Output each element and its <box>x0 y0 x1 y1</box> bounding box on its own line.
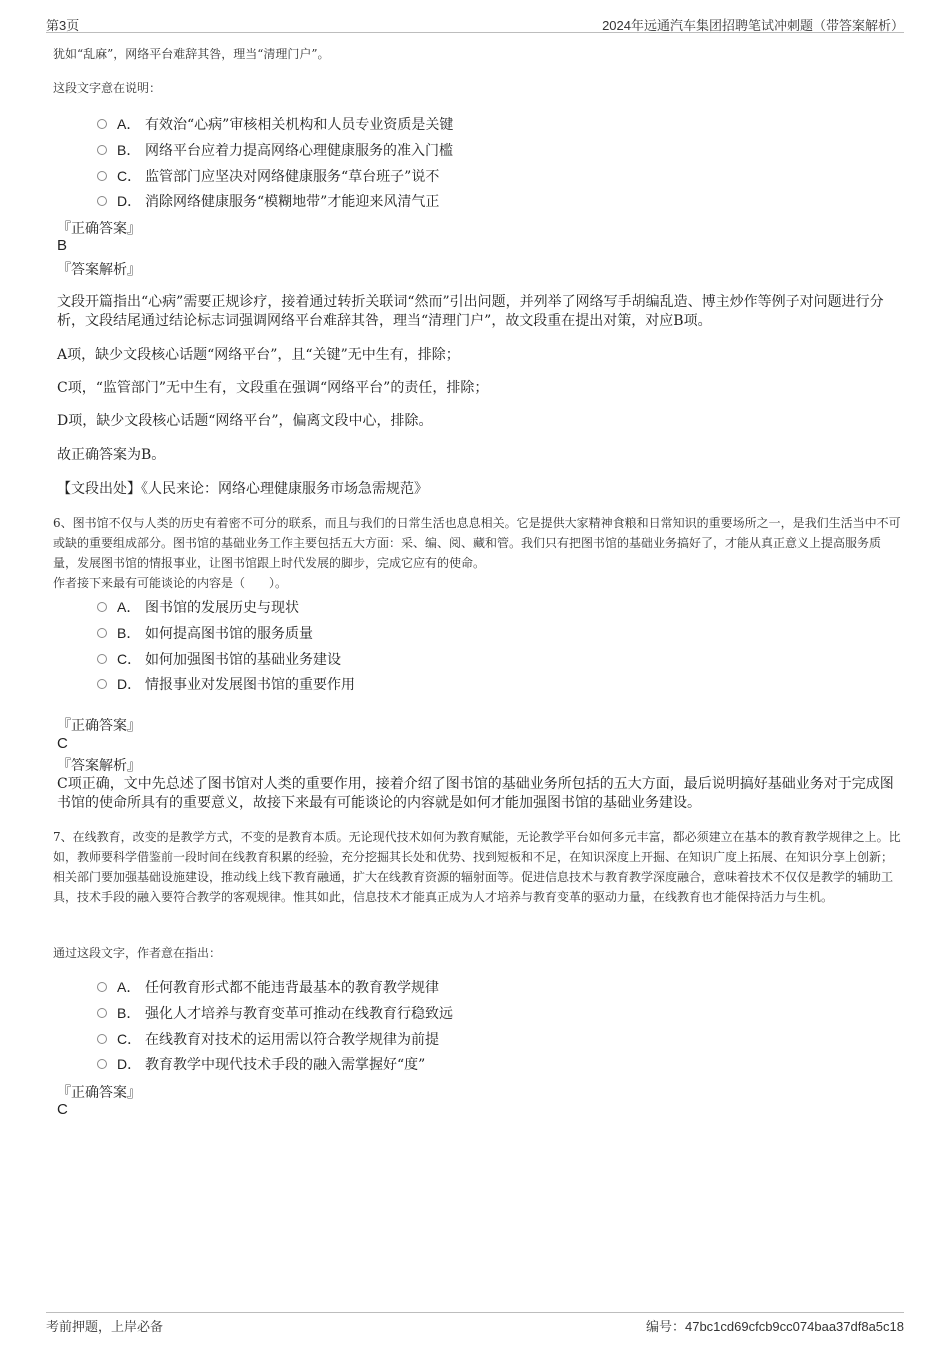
q7-option-a[interactable]: A． 任何教育形式都不能违背最基本的教育教学规律 <box>97 976 439 998</box>
q5-option-a[interactable]: A． 有效治“心病”审核相关机构和人员专业资质是关键 <box>97 113 453 135</box>
q7-answer: C <box>57 1101 68 1118</box>
q5-conclusion: 故正确答案为B。 <box>57 447 166 463</box>
radio-icon[interactable] <box>97 982 107 992</box>
document-title: 2024年远通汽车集团招聘笔试冲刺题（带答案解析） <box>602 18 904 33</box>
q5-analysis-d: D项，缺少文段核心话题“网络平台”，偏离文段中心，排除。 <box>57 413 433 429</box>
q5-answer: B <box>57 237 68 254</box>
q6-analysis-label: 『答案解析』 <box>57 758 141 774</box>
q5-analysis-label: 『答案解析』 <box>57 262 141 278</box>
radio-icon[interactable] <box>97 196 107 206</box>
page-number: 第3页 <box>46 18 80 33</box>
radio-icon[interactable] <box>97 145 107 155</box>
q6-prompt: 作者接下来最有可能谈论的内容是（ ）。 <box>53 576 288 590</box>
page-header <box>46 12 904 33</box>
radio-icon[interactable] <box>97 1008 107 1018</box>
q6-answer-label: 『正确答案』 <box>57 718 141 734</box>
radio-icon[interactable] <box>97 628 107 638</box>
q5-answer-label: 『正确答案』 <box>57 221 141 237</box>
radio-icon[interactable] <box>97 602 107 612</box>
q7-prompt: 通过这段文字，作者意在指出： <box>53 946 222 960</box>
q5-option-b[interactable]: B． 网络平台应着力提高网络心理健康服务的准入门槛 <box>97 139 453 161</box>
q5-stem-tail: 犹如“乱麻”，网络平台难辞其咎，理当“清理门户”。 <box>53 47 330 61</box>
q6-option-b[interactable]: B． 如何提高图书馆的服务质量 <box>97 622 313 644</box>
q7-option-d[interactable]: D． 教育教学中现代技术手段的融入需掌握好“度” <box>97 1053 425 1075</box>
q5-prompt: 这段文字意在说明： <box>53 81 162 95</box>
q6-stem: 6、图书馆不仅与人类的历史有着密不可分的联系，而且与我们的日常生活也息息相关。它是提供大家精神食粮和日常知识的重要场所之一，是我们生活当中不可或缺的重要组成部分。图书馆的基础业务工作主要包括五大方面：采、编、阅、藏和管。我们只有把图书馆的基础业务搞好了，才能从真正意义上提高服务质量，发展图书馆的情报事业，让图书馆跟上时代发展的脚步，完成它应有的使命。 <box>53 516 901 570</box>
q7-stem: 7、在线教育，改变的是教学方式，不变的是教育本质。无论现代技术如何为教育赋能，无论教学平台如何多元丰富，都必须建立在基本的教育教学规律之上。比如，教师要科学借鉴前一段时间在线教育积累的经验，充分挖掘其长处和优势、找到短板和不足，在知识深度上开掘、在知识广度上拓展、在知识分享上创新；相关部门要加强基础设施建设，推动线上线下教育融通，扩大在线教育资源的辐射面等。促进信息技术与教育教学深度融合，意味着技术不仅仅是教学的辅助工具，技术手段的融入要符合教学的客观规律。惟其如此，信息技术才能真正成为人才培养与教育变革的驱动力量，在线教育也才能保持活力与生机。 <box>53 830 901 904</box>
radio-icon[interactable] <box>97 1034 107 1044</box>
q5-analysis-main: 文段开篇指出“心病”需要正规诊疗，接着通过转折关联词“然而”引出问题，并列举了网络写手胡编乱造、博主炒作等例子对问题进行分析，文段结尾通过结论标志词强调网络平台难辞其咎，理当“清理门户”，故文段重在提出对策，对应B项。 <box>57 294 884 329</box>
q6-answer: C <box>57 735 68 752</box>
q5-analysis-a: A项，缺少文段核心话题“网络平台”，且“关键”无中生有，排除； <box>57 347 460 363</box>
q6-analysis: C项正确，文中先总述了图书馆对人类的重要作用，接着介绍了图书馆的基础业务所包括的五大方面，最后说明搞好基础业务对于完成图书馆的使命所具有的重要意义，故接下来最有可能谈论的内容就是如何才能加强图书馆的基础业务建设。 <box>57 776 894 811</box>
q6-option-c[interactable]: C． 如何加强图书馆的基础业务建设 <box>97 648 341 670</box>
radio-icon[interactable] <box>97 679 107 689</box>
q5-analysis-c: C项，“监管部门”无中生有，文段重在强调“网络平台”的责任，排除； <box>57 380 489 396</box>
q7-answer-label: 『正确答案』 <box>57 1085 141 1101</box>
q6-option-d[interactable]: D． 情报事业对发展图书馆的重要作用 <box>97 673 355 695</box>
radio-icon[interactable] <box>97 1059 107 1069</box>
footer-slogan: 考前押题，上岸必备 <box>46 1319 164 1334</box>
radio-icon[interactable] <box>97 654 107 664</box>
q6-option-a[interactable]: A． 图书馆的发展历史与现状 <box>97 596 299 618</box>
document-code: 编号：47bc1cd69cfcb9cc074baa37df8a5c18 <box>645 1319 904 1334</box>
q5-option-c[interactable]: C． 监管部门应坚决对网络健康服务“草台班子”说不 <box>97 165 439 187</box>
q7-option-c[interactable]: C． 在线教育对技术的运用需以符合教学规律为前提 <box>97 1028 439 1050</box>
q5-source: 【文段出处】《人民来论：网络心理健康服务市场急需规范》 <box>57 481 428 497</box>
q5-option-d[interactable]: D． 消除网络健康服务“模糊地带”才能迎来风清气正 <box>97 190 439 212</box>
page-footer <box>46 1312 904 1337</box>
q7-option-b[interactable]: B． 强化人才培养与教育变革可推动在线教育行稳致远 <box>97 1002 453 1024</box>
radio-icon[interactable] <box>97 119 107 129</box>
radio-icon[interactable] <box>97 171 107 181</box>
